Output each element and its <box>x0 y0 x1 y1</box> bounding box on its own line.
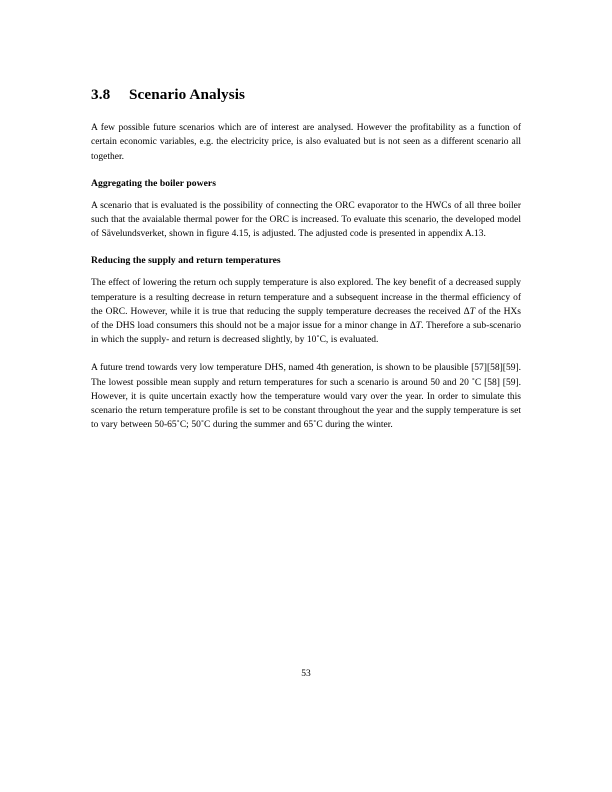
paragraph-aggregating-boiler-powers: A scenario that is evaluated is the possibility of connecting the ORC evaporator to the HWCs of all three boiler such that the avaialable thermal power for the ORC is increased. To evaluate this scenario, the developed model of Sävelundsverket, shown in figure 4.15, is adjusted. The adjusted code is presented in appendix A.13. <box>91 200 521 240</box>
temperature-variable: T <box>415 321 422 332</box>
intro-paragraph: A few possible future scenarios which are of interest are analysed. However the profitability as a function of certain economic variables, e.g. the electricity price, is also evaluated but is not seen as a different scenario all together. <box>91 123 521 162</box>
temperature-variable: T <box>469 306 476 317</box>
page-content <box>91 86 521 432</box>
paragraph-delta-t-discussion <box>91 276 521 347</box>
page-number: 53 <box>301 669 311 679</box>
math-delta-t-second <box>410 321 421 331</box>
paragraph-text-part-1: The effect of lowering the return och supply temperature is also explored. The key benefit of a decreased supply temperature is a resulting decrease in return temperature and a subsequent increase in the thermal efficiency of the ORC. However, while it is true that reducing the supply temperature decreases the received <box>91 278 521 317</box>
section-title-text: Scenario Analysis <box>129 86 246 103</box>
paragraph-text-part-3: . Therefore a sub-scenario in which the supply- and return is decreased slightly, by 10˚C, is evaluated. <box>91 321 521 346</box>
delta-symbol: Δ <box>463 306 470 317</box>
paragraph-text-part-2: of the HXs of the DHS load consumers this should not be a major issue for a minor change in <box>91 306 521 332</box>
section-number: 3.8 <box>91 86 111 103</box>
delta-symbol: Δ <box>409 321 416 332</box>
section-heading <box>91 86 521 104</box>
math-delta-t-first <box>464 307 475 317</box>
paragraph-fourth-generation-dhs: A future trend towards very low temperature DHS, named 4th generation, is shown to be plausible [57][58][59]. The lowest possible mean supply and return temperatures for such a scenario is around 50 and 20 ˚C [58] [59]. However, it is quite uncertain exactly how the temperature would vary over the year. In order to simulate this scenario the return temperature profile is set to be constant throughout the year and the supply temperature is set to vary between 50-65˚C; 50˚C during the summer and 65˚C during the winter. <box>91 363 521 431</box>
subsection-heading-aggregating-boiler-powers: Aggregating the boiler powers <box>91 177 217 189</box>
subsection-heading-reducing-supply-return-temperatures: Reducing the supply and return temperatures <box>91 255 281 267</box>
